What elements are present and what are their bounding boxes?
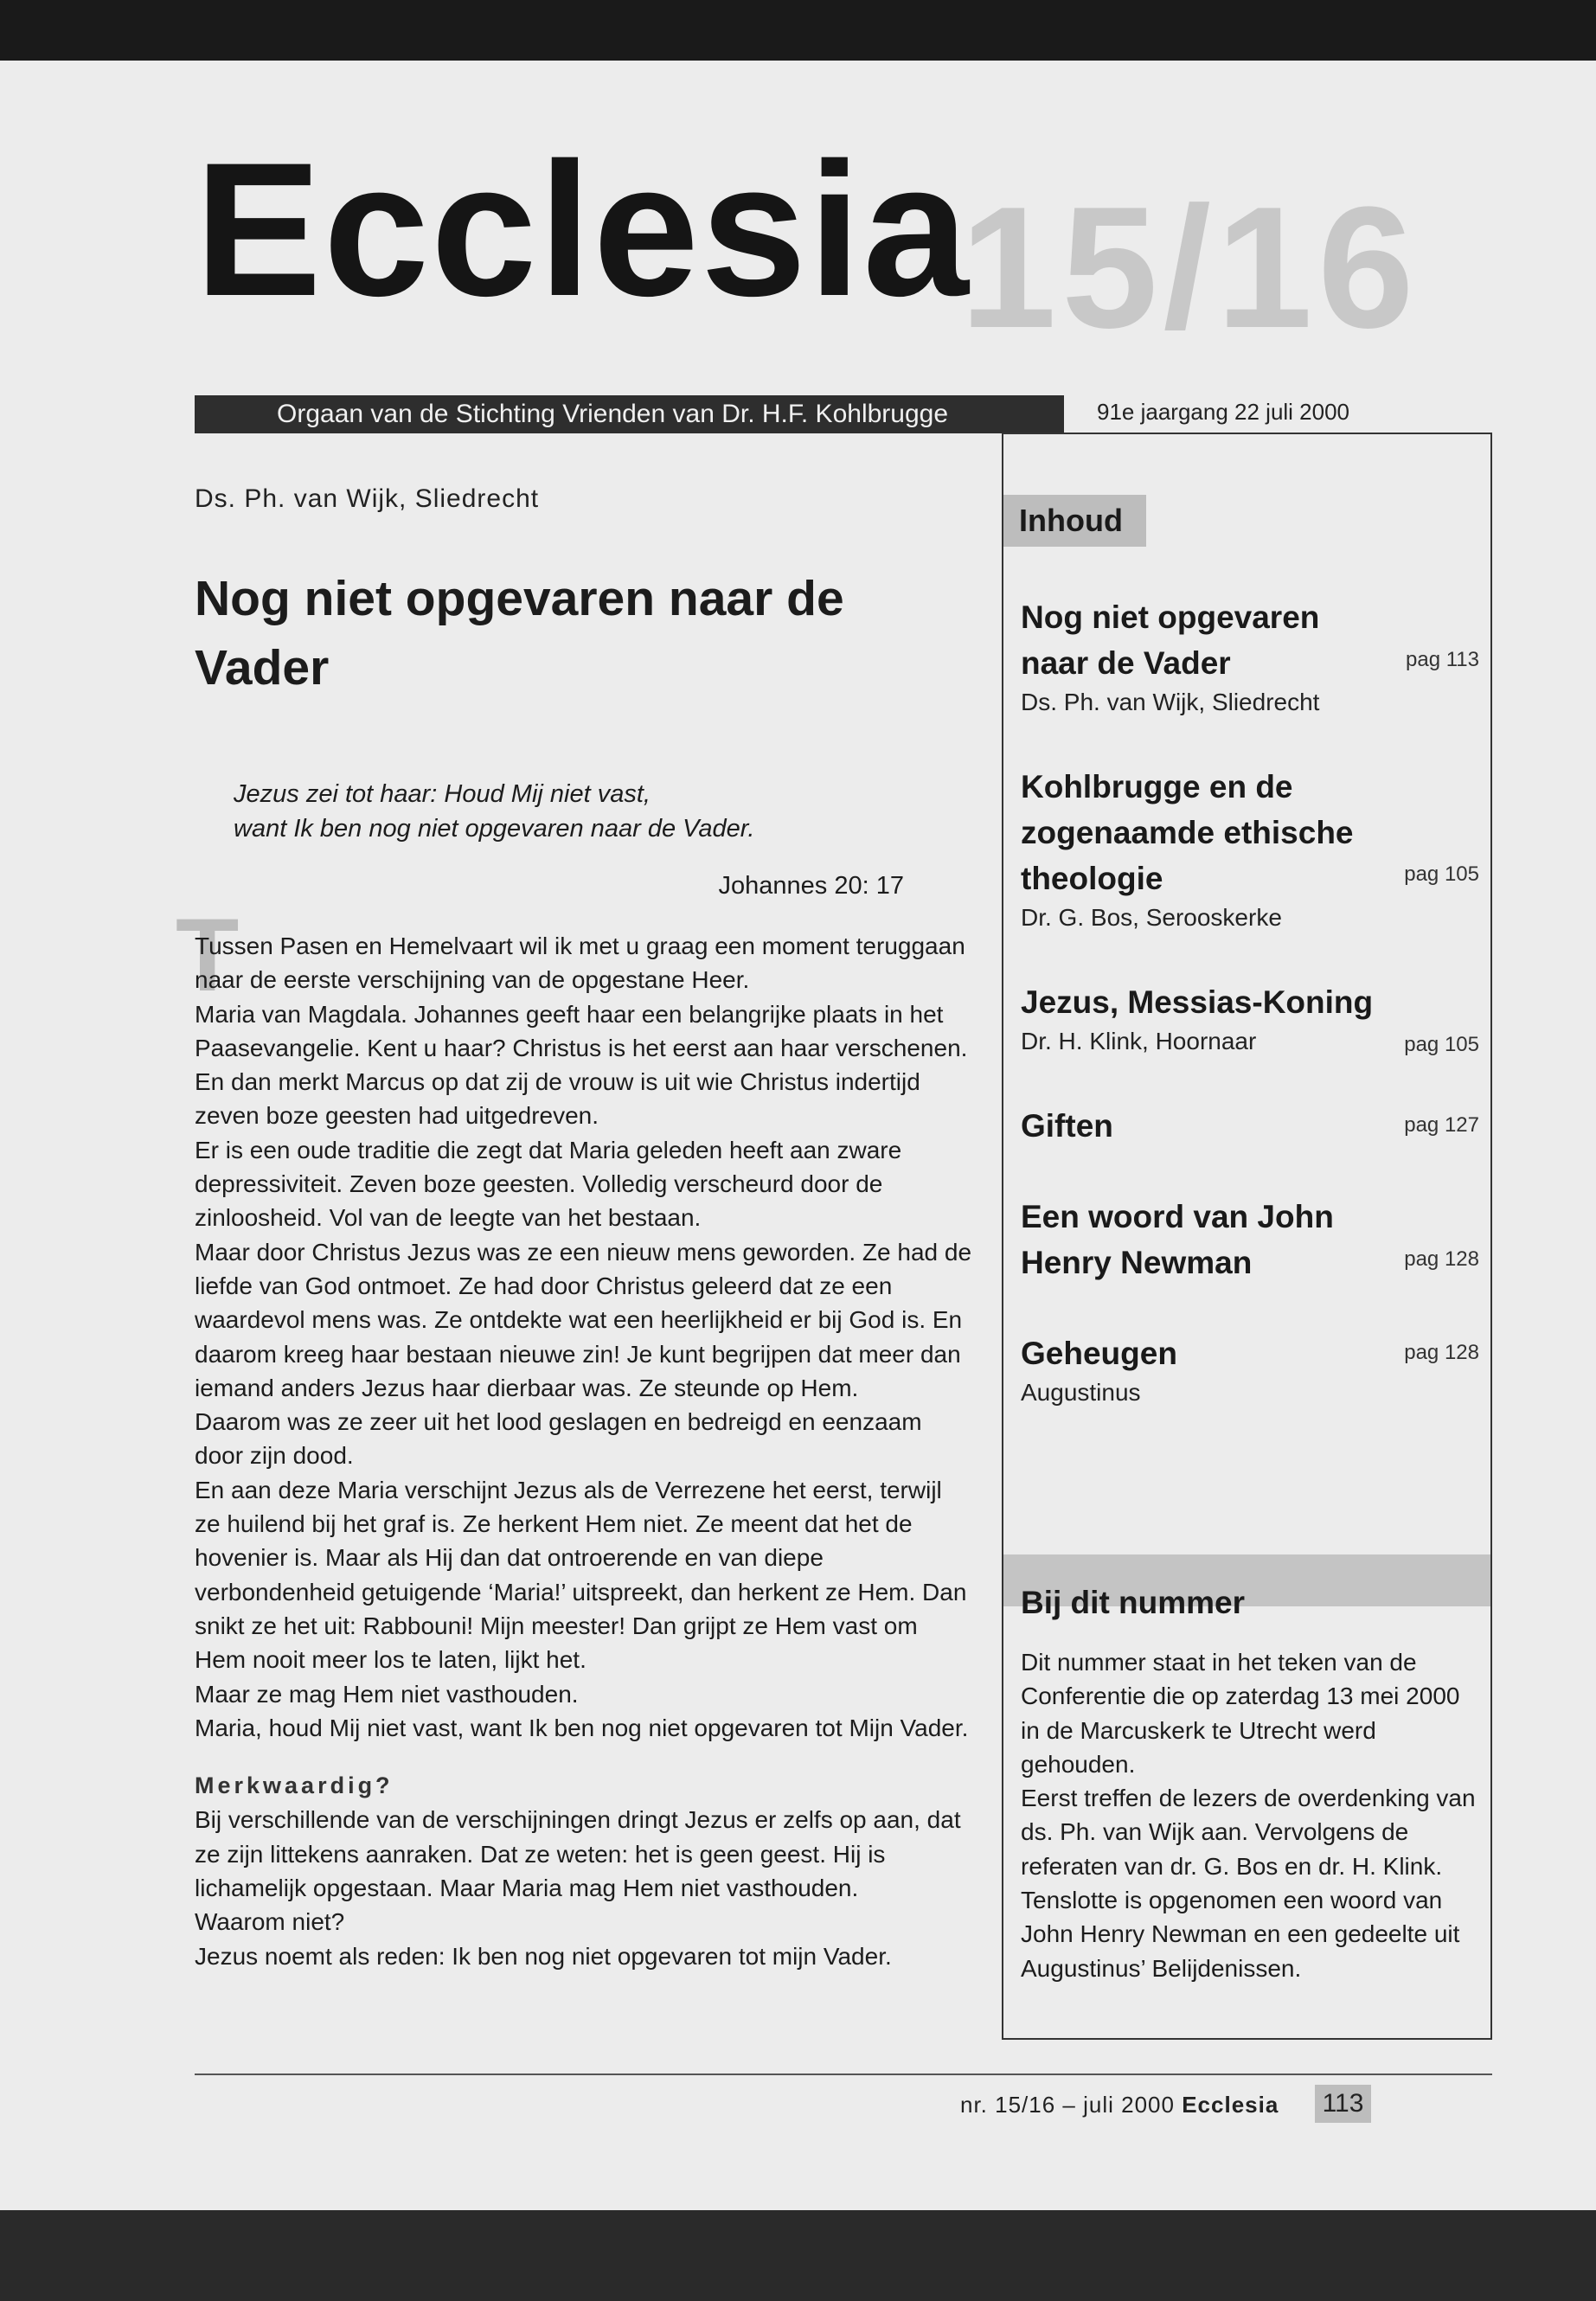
article-body-continued <box>195 1803 973 1972</box>
footer-rule <box>195 2073 1492 2075</box>
dropcap: T <box>176 897 240 1013</box>
toc-author: Dr. H. Klink, Hoornaar <box>1021 1028 1257 1054</box>
page-number: 113 <box>1315 2085 1371 2123</box>
paragraph: Dit nummer staat in het teken van de Conferentie die op zaterdag 13 mei 2000 in de Marcuskerk te Utrecht werd gehouden. <box>1021 1649 1460 1778</box>
epigraph <box>195 777 973 846</box>
toc-title: Nog niet opgevaren naar de Vader <box>1021 599 1320 681</box>
paragraph: Bij verschillende van de verschijningen dringt Jezus er zelfs op aan, dat ze zijn littekens aanraken. Dat ze weten: het is geen geest. Hij is lichamelijk opgestaan. Maar Maria mag Hem niet vasthouden. <box>195 1806 961 1902</box>
toc-item[interactable] <box>1021 1330 1479 1409</box>
main-article <box>176 484 973 1973</box>
toc-author: Dr. G. Bos, Serooskerke <box>1021 904 1282 931</box>
toc-title: Giften <box>1021 1108 1113 1144</box>
scripture-reference: Johannes 20: 17 <box>718 872 904 900</box>
toc-item[interactable] <box>1021 594 1479 719</box>
scan-edge <box>0 2210 1596 2301</box>
masthead <box>195 123 1492 420</box>
subheading: Merkwaardig? <box>195 1772 394 1799</box>
paragraph: Maar door Christus Jezus was ze een nieuw mens geworden. Ze had de liefde van God ontmoet. Ze had door Christus geleerd dat ze een waardevol mens was. Ze ontdekte wat een heerlijkheid er bij God is. En daarom kreeg haar bestaan nieuwe zin! Je kunt begrijpen dat meer dan iemand anders Jezus haar dierbaar was. Ze steunde op Hem. <box>195 1238 972 1401</box>
toc-title: Geheugen <box>1021 1336 1177 1371</box>
magazine-title: Ecclesia <box>195 123 971 336</box>
toc-page: pag 128 <box>1404 1247 1479 1271</box>
toc-item[interactable] <box>1021 1194 1479 1285</box>
toc-author: Ds. Ph. van Wijk, Sliedrecht <box>1021 689 1320 715</box>
paragraph: Eerst treffen de lezers de overdenking van ds. Ph. van Wijk aan. Vervolgens de referaten van dr. G. Bos en dr. H. Klink. Tenslotte is opgenomen een woord van John Henry Newman en een gedeelte uit Augustinus’ Belijdenissen. <box>1021 1785 1476 1982</box>
footer-brand: Ecclesia <box>1182 2092 1279 2118</box>
issue-number: 15/16 <box>960 171 1420 364</box>
epigraph-line: Jezus zei tot haar: Houd Mij niet vast, <box>234 780 651 808</box>
paragraph: Waarom niet? <box>195 1908 345 1936</box>
footer-info <box>960 2092 1279 2118</box>
contents-heading: Inhoud <box>1003 495 1146 547</box>
paragraph: Maar ze mag Hem niet vasthouden. <box>195 1680 579 1708</box>
toc-item[interactable] <box>1021 979 1479 1058</box>
volume-date: 91e jaargang 22 juli 2000 <box>1097 399 1350 425</box>
table-of-contents <box>1021 594 1479 1454</box>
toc-title: Jezus, Messias-Koning <box>1021 984 1374 1020</box>
epigraph-line: want Ik ben nog niet opgevaren naar de Vader. <box>234 815 755 843</box>
article-body <box>176 897 973 1973</box>
toc-page: pag 105 <box>1404 862 1479 886</box>
toc-page: pag 128 <box>1404 1341 1479 1364</box>
toc-title: Een woord van John Henry Newman <box>1021 1199 1334 1280</box>
organ-bar: Orgaan van de Stichting Vrienden van Dr. H.F. Kohlbrugge <box>195 395 1064 433</box>
paragraph: Tussen Pasen en Hemelvaart wil ik met u graag een moment teruggaan naar de eerste verschijning van de opgestane Heer. <box>195 933 965 994</box>
toc-item[interactable] <box>1021 1103 1479 1149</box>
footer-issue: nr. 15/16 – juli 2000 <box>960 2092 1175 2118</box>
toc-page: pag 105 <box>1404 1033 1479 1056</box>
toc-item[interactable] <box>1021 764 1479 934</box>
paragraph: En aan deze Maria verschijnt Jezus als de Verrezene het eerst, terwijl ze huilend bij het graf is. Ze herkent Hem niet. Ze meent dat het de hovenier is. Maar als Hij dan dat ontroerende en van diepe verbondenheid getuigende ‘Maria!’ uitspreekt, dan herkent ze Hem. Dan snikt ze het uit: Rabbouni! Mijn meester! Dan grijpt ze Hem vast om Hem nooit meer los te laten, lijkt het. <box>195 1476 967 1674</box>
contents-sidebar <box>1002 433 1492 2040</box>
toc-author: Augustinus <box>1021 1379 1141 1406</box>
paragraph: Maria, houd Mij niet vast, want Ik ben nog niet opgevaren tot Mijn Vader. <box>195 1714 969 1741</box>
article-headline <box>195 564 973 702</box>
bij-dit-nummer-title: Bij dit nummer <box>1021 1585 1246 1620</box>
headline-line: Nog niet opgevaren naar de <box>195 571 844 626</box>
article-byline: Ds. Ph. van Wijk, Sliedrecht <box>195 484 540 513</box>
toc-title: Kohlbrugge en de zogenaamde ethische theologie <box>1021 769 1354 896</box>
paragraph: Daarom was ze zeer uit het lood geslagen en bedreigd en eenzaam door zijn dood. <box>195 1408 922 1470</box>
paragraph: Er is een oude traditie die zegt dat Maria geleden heeft aan zware depressiviteit. Zeven boze geesten. Volledig verscheurd door de zinloosheid. Vol van de leegte van het bestaan. <box>195 1136 902 1232</box>
bij-dit-nummer-text <box>1021 1645 1479 1985</box>
paragraph: Maria van Magdala. Johannes geeft haar een belangrijke plaats in het Paasevangelie. Kent u haar? Christus is het eerst aan haar verschenen. En dan merkt Marcus op dat zij de vrouw is uit wie Christus indertijd zeven boze geesten had uitgedreven. <box>195 1000 968 1130</box>
toc-page: pag 113 <box>1406 648 1479 671</box>
headline-line: Vader <box>195 640 330 695</box>
toc-page: pag 127 <box>1404 1113 1479 1137</box>
paragraph: Jezus noemt als reden: Ik ben nog niet opgevaren tot mijn Vader. <box>195 1942 892 1970</box>
